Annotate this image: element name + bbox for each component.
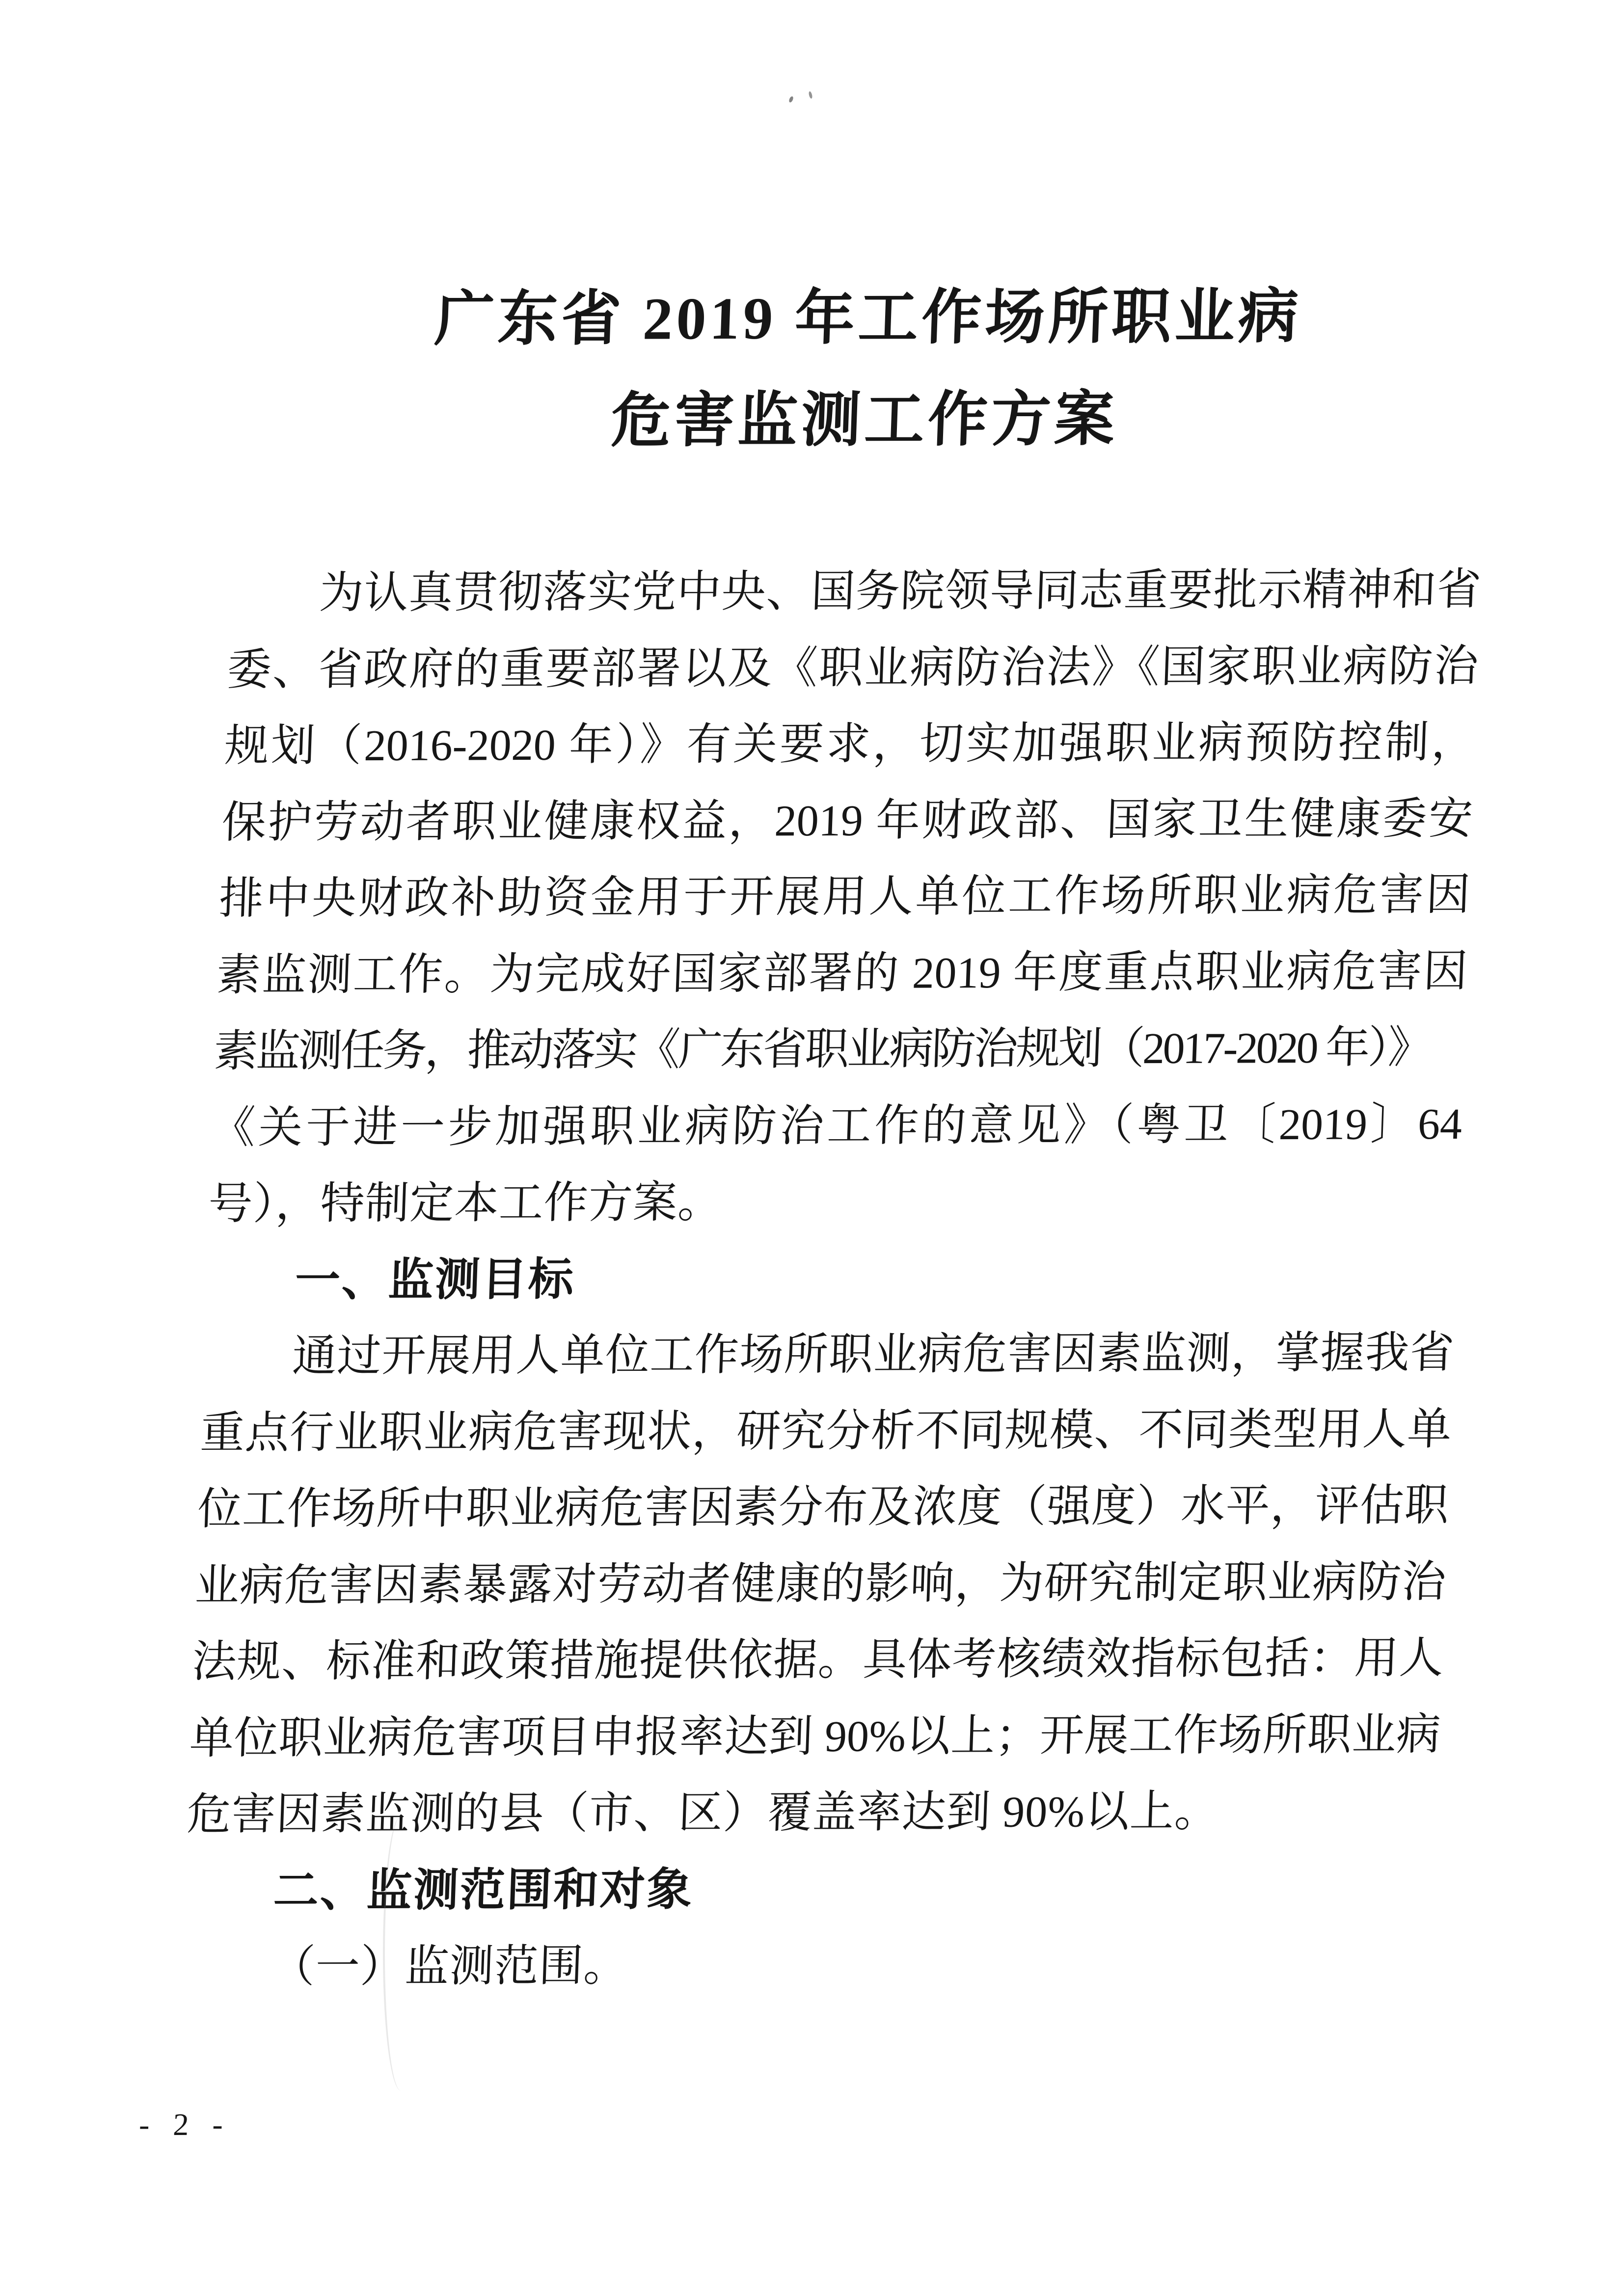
scan-smudge	[383, 1816, 419, 2091]
section-heading: 二、监测范围和对象	[272, 1864, 695, 1916]
body-line: 为认真贯彻落实党中央、国务院领导同志重要批示精神和省	[318, 565, 1482, 618]
body-line: （一）监测范围。	[270, 1942, 629, 1992]
title-line: 广东省 2019 年工作场所职业病	[433, 284, 1303, 353]
section-heading: 一、监测目标	[294, 1254, 576, 1305]
body-line: 号），特制定本工作方案。	[207, 1178, 724, 1229]
title-line: 危害监测工作方案	[610, 386, 1119, 454]
body-line: 素监测任务，推动落实《广东省职业病防治规划（2017-2020 年）》	[213, 1023, 1431, 1076]
body-line: 单位职业病危害项目申报率达到 90%以上；开展工作场所职业病	[189, 1710, 1442, 1763]
document-body	[180, 552, 1483, 2005]
body-line: 保护劳动者职业健康权益，2019 年财政部、国家卫生健康委安	[221, 794, 1474, 847]
body-line: 通过开展用人单位工作场所职业病危害因素监测，掌握我省	[291, 1329, 1455, 1381]
page-number: - 2 -	[138, 2107, 232, 2142]
document-title	[234, 266, 1498, 474]
document-content	[138, 0, 1508, 2296]
body-line: 业病危害因素暴露对劳动者健康的影响，为研究制定职业病防治	[194, 1557, 1447, 1610]
body-line: 《关于进一步加强职业病防治工作的意见》（粤卫〔2019〕64	[210, 1099, 1463, 1152]
body-line: 危害因素监测的县（市、区）覆盖率达到 90%以上。	[186, 1787, 1220, 1840]
body-line: 重点行业职业病危害现状，研究分析不同规模、不同类型用人单	[199, 1405, 1453, 1458]
body-line: 规划（2016-2020 年）》有关要求，切实加强职业病预防控制，	[223, 718, 1477, 771]
body-line: 位工作场所中职业病危害因素分布及浓度（强度）水平，评估职	[196, 1481, 1450, 1534]
body-line: 排中央财政补助资金用于开展用人单位工作场所职业病危害因	[218, 871, 1471, 924]
body-line: 素监测工作。为完成好国家部署的 2019 年度重点职业病危害因	[216, 947, 1468, 1000]
body-line: 委、省政府的重要部署以及《职业病防治法》《国家职业病防治	[226, 641, 1479, 694]
body-line: 法规、标准和政策措施提供依据。具体考核绩效指标包括：用人	[191, 1634, 1444, 1687]
